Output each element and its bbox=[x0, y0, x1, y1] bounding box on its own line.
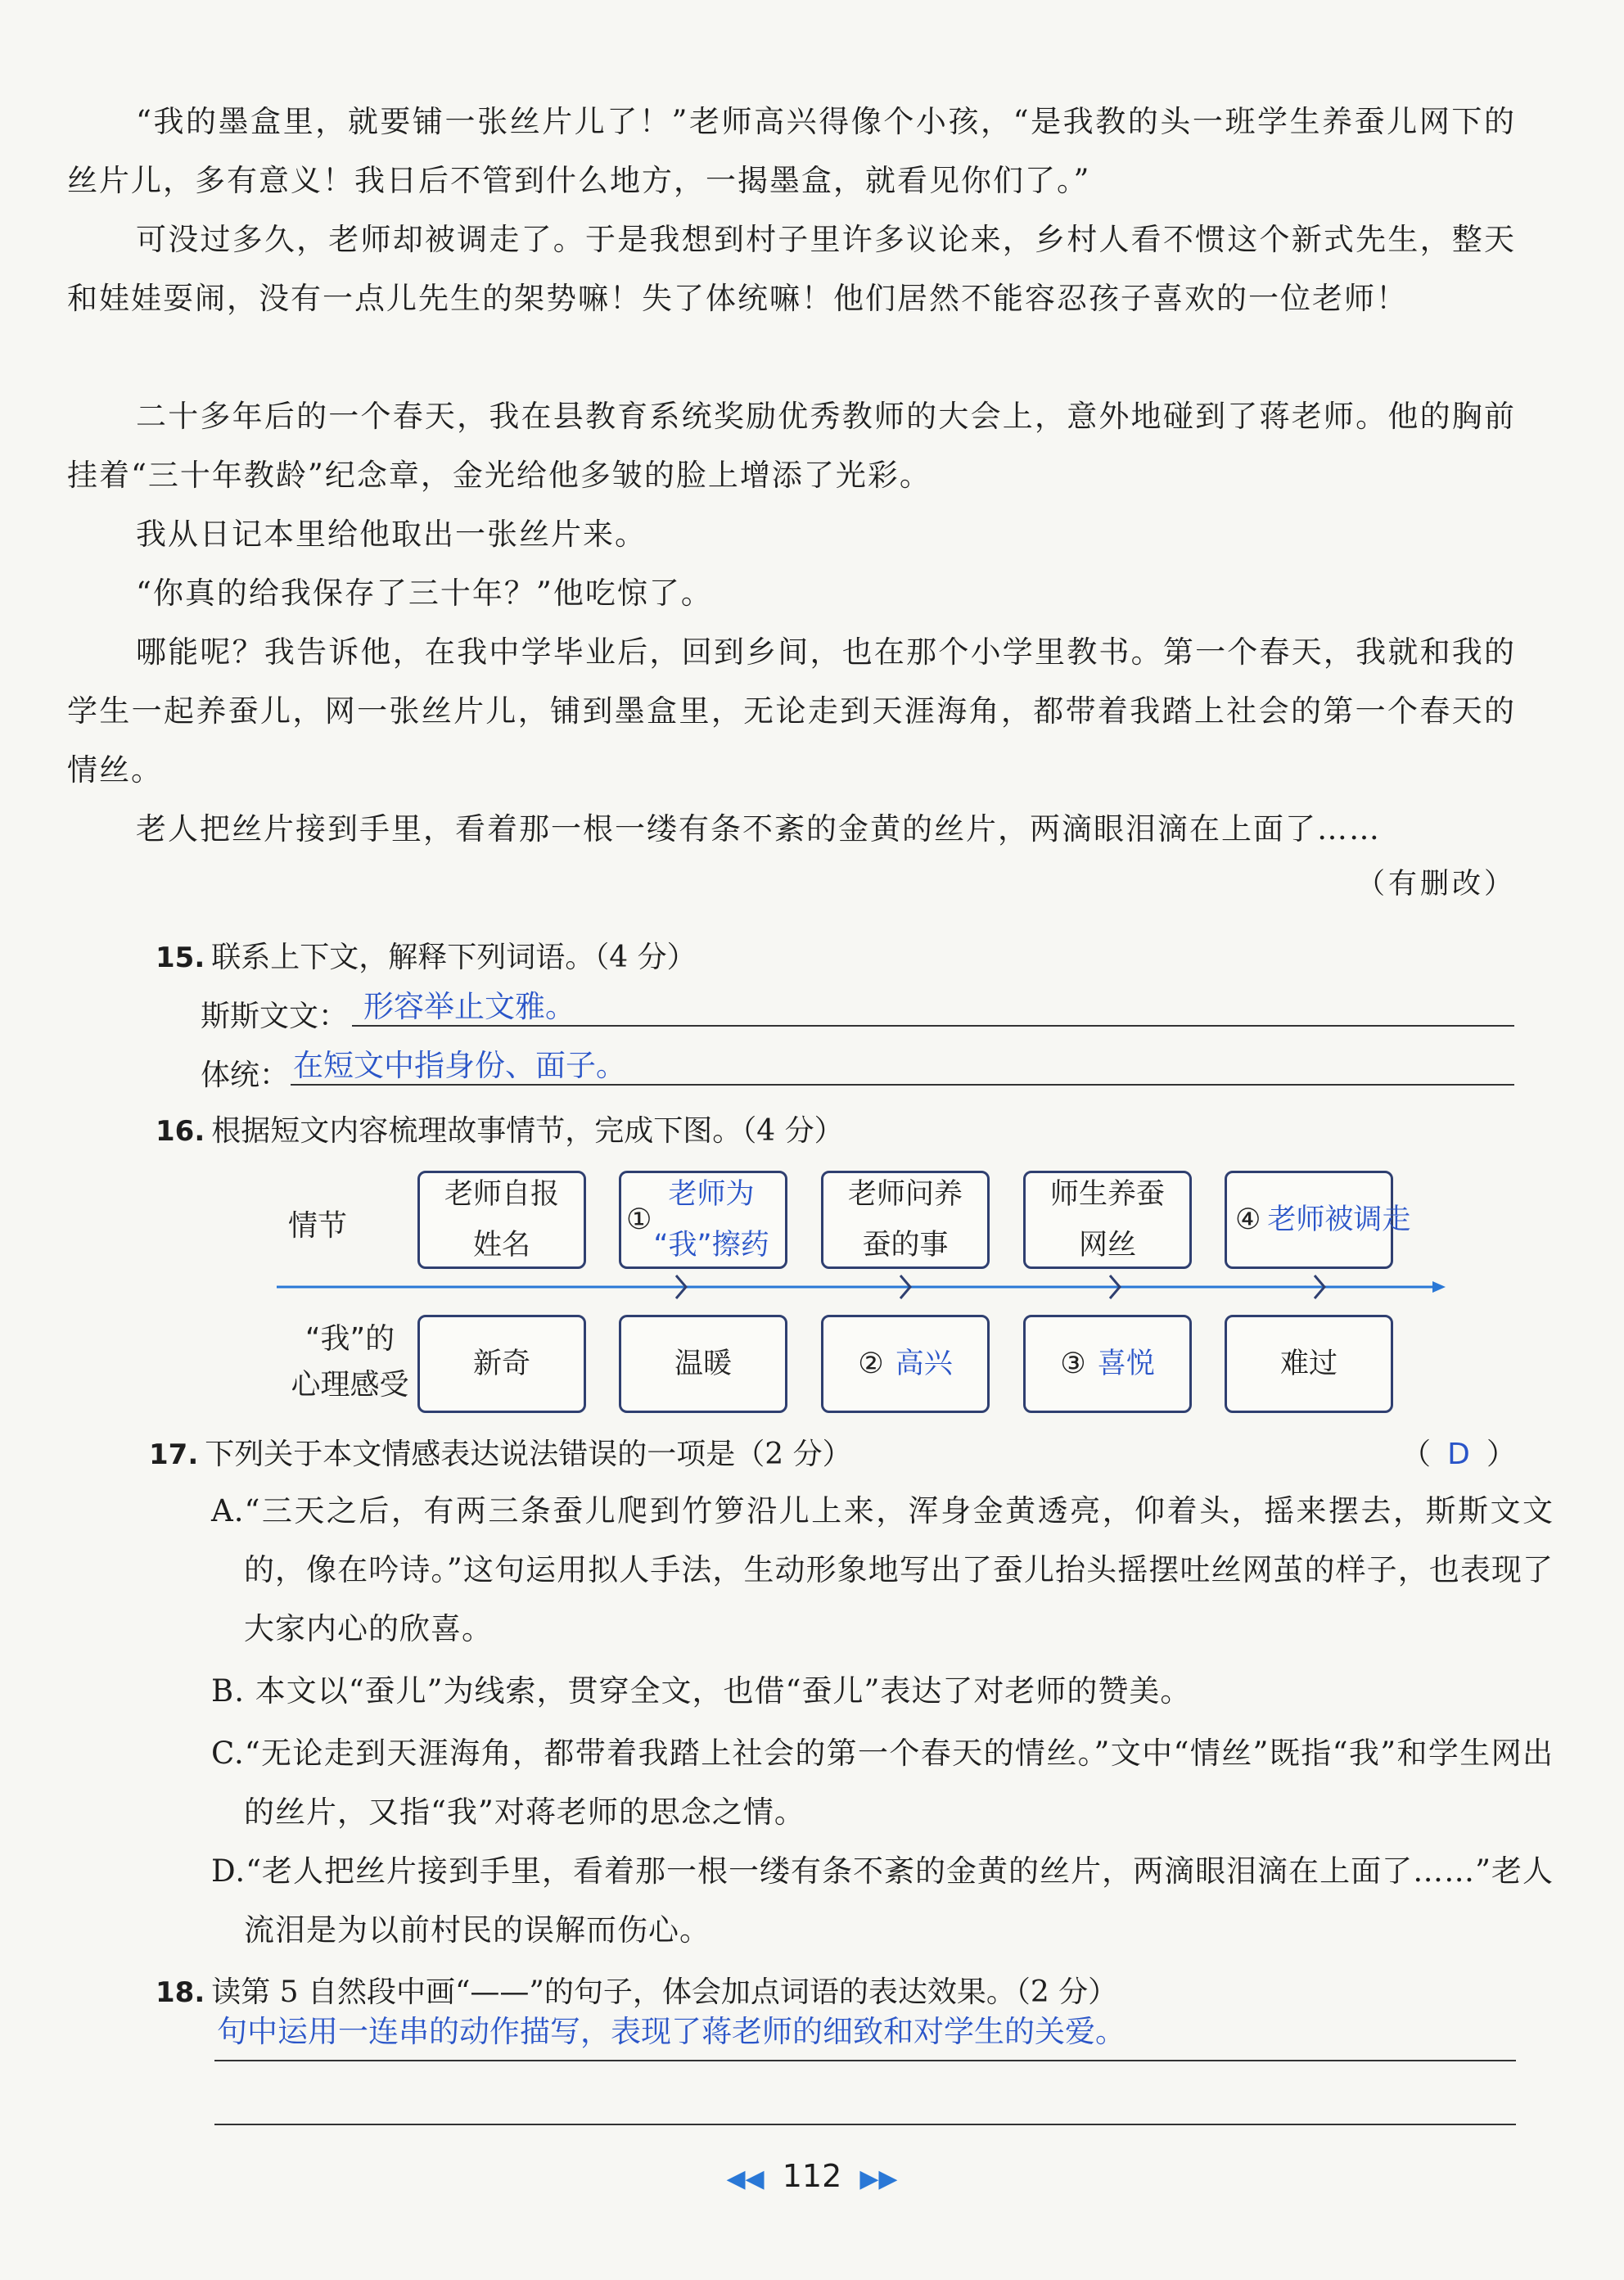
circle-number: ④ bbox=[1235, 1203, 1261, 1236]
question-16 bbox=[156, 1107, 844, 1156]
feeling-box-answer: 喜悦 bbox=[1097, 1348, 1155, 1380]
passage-paragraph-7: 老人把丝片接到手里，看着那一根一缕有条不紊的金黄的丝片，两滴眼泪滴在上面了…… bbox=[136, 811, 1381, 847]
passage-paragraph-2: 可没过多久，老师却被调走了。于是我想到村子里许多议论来，乡村人看不惯这个新式先生，整天和娃娃耍闹，没有一点儿先生的架势嘛！失了体统嘛！他们居然不能容忍孩子喜欢的一位老师！ bbox=[67, 222, 1516, 316]
bracket-right: ） bbox=[1486, 1438, 1516, 1471]
plot-box-4 bbox=[1023, 1171, 1192, 1269]
plot-box-text: 姓名 bbox=[472, 1229, 530, 1262]
answer-17: D bbox=[1447, 1438, 1470, 1471]
question-number: 17. bbox=[149, 1438, 199, 1471]
plot-box-answer: 老师被调走 bbox=[1267, 1203, 1411, 1236]
page-footer bbox=[0, 2158, 1624, 2194]
option-d: D.“老人把丝片接到手里，看着那一根一缕有条不紊的金黄的丝片，两滴眼泪滴在上面了……”老人流泪是为以前村民的误解而伤心。 bbox=[211, 1853, 1554, 1948]
question-text: 读第 5 自然段中画“——”的句子，体会加点词语的表达效果。（2 分） bbox=[211, 1975, 1118, 2009]
plot-row-label: 情节 bbox=[288, 1209, 348, 1243]
question-17 bbox=[149, 1430, 852, 1479]
answer-18: 句中运用一连串的动作描写，表现了蒋老师的细致和对学生的关爱。 bbox=[217, 2014, 1126, 2049]
question-number: 15. bbox=[156, 941, 205, 974]
answer-15-2: 在短文中指身份、面子。 bbox=[293, 1048, 626, 1083]
passage-paragraph-4: 我从日记本里给他取出一张丝片来。 bbox=[136, 517, 647, 552]
plot-box-text: 老师问养 bbox=[847, 1178, 963, 1211]
term-label-2: 体统： bbox=[201, 1059, 290, 1092]
feeling-box-2: 温暖 bbox=[619, 1315, 787, 1413]
term-label-1: 斯斯文文： bbox=[201, 1000, 349, 1033]
question-text: 下列关于本文情感表达说法错误的一项是（2 分） bbox=[205, 1438, 852, 1471]
feeling-label-line-2: 心理感受 bbox=[291, 1368, 409, 1402]
option-b: B. 本文以“蚕儿”为线索，贯穿全文，也借“蚕儿”表达了对老师的赞美。 bbox=[211, 1673, 1192, 1709]
question-number: 16. bbox=[156, 1115, 205, 1148]
answer-line bbox=[352, 1025, 1514, 1027]
feeling-box-5: 难过 bbox=[1225, 1315, 1393, 1413]
bracket-left: （ bbox=[1401, 1438, 1432, 1471]
option-a: A.“三天之后，有两三条蚕儿爬到竹箩沿儿上来，浑身金黄透亮，仰着头，摇来摆去，斯斯文文的，像在吟诗。”这句运用拟人手法，生动形象地写出了蚕儿抬头摇摆吐丝网茧的样子，也表现了大家内心的欣喜。 bbox=[211, 1493, 1554, 1646]
question-15 bbox=[156, 933, 697, 982]
feeling-box-answer: 高兴 bbox=[895, 1348, 953, 1380]
plot-box-3 bbox=[821, 1171, 990, 1269]
timeline-arrow bbox=[270, 1271, 1449, 1303]
passage-paragraph-6: 哪能呢？我告诉他，在我中学毕业后，回到乡间，也在那个小学里教书。第一个春天，我就和我的学生一起养蚕儿，网一张丝片儿，铺到墨盒里，无论走到天涯海角，都带着我踏上社会的第一个春天的情丝。 bbox=[67, 634, 1516, 788]
passage-paragraph-1: “我的墨盒里，就要铺一张丝片儿了！”老师高兴得像个小孩，“是我教的头一班学生养蚕儿网下的丝片儿，多有意义！我日后不管到什么地方，一揭墨盒，就看见你们了。” bbox=[67, 104, 1516, 198]
plot-box-1 bbox=[417, 1171, 586, 1269]
passage-paragraph-3: 二十多年后的一个春天，我在县教育系统奖励优秀教师的大会上，意外地碰到了蒋老师。他的胸前挂着“三十年教龄”纪念章，金光给他多皱的脸上增添了光彩。 bbox=[67, 399, 1516, 493]
feeling-box-4 bbox=[1023, 1315, 1192, 1413]
feeling-box-1: 新奇 bbox=[417, 1315, 586, 1413]
circle-number: ③ bbox=[1060, 1348, 1086, 1380]
answer-line bbox=[291, 1084, 1514, 1086]
source-note: （有删改） bbox=[1356, 868, 1516, 901]
feeling-box-3 bbox=[821, 1315, 990, 1413]
circle-number: ② bbox=[858, 1348, 884, 1380]
plot-box-text: 网丝 bbox=[1078, 1229, 1136, 1262]
plot-box-answer: 老师为 bbox=[668, 1178, 755, 1211]
question-text: 根据短文内容梳理故事情节，完成下图。（4 分） bbox=[211, 1114, 844, 1148]
question-text: 联系上下文，解释下列词语。（4 分） bbox=[211, 941, 697, 974]
page-number: 112 bbox=[782, 2158, 842, 2194]
plot-box-text: 蚕的事 bbox=[862, 1229, 949, 1262]
prev-arrows-icon: ◀◀ bbox=[726, 2165, 765, 2193]
option-c: C.“无论走到天涯海角，都带着我踏上社会的第一个春天的情丝。”文中“情丝”既指“我”和学生网出的丝片，又指“我”对蒋老师的思念之情。 bbox=[211, 1736, 1554, 1830]
answer-15-1: 形容举止文雅。 bbox=[363, 989, 575, 1024]
passage-paragraph-5: “你真的给我保存了三十年？”他吃惊了。 bbox=[136, 576, 713, 611]
feeling-label-line-1: “我”的 bbox=[304, 1322, 395, 1356]
plot-box-2 bbox=[619, 1171, 787, 1269]
question-number: 18. bbox=[156, 1976, 205, 2009]
answer-line bbox=[214, 2124, 1516, 2125]
plot-box-answer: “我”擦药 bbox=[653, 1229, 769, 1262]
answer-bracket bbox=[1401, 1430, 1516, 1479]
plot-box-5 bbox=[1225, 1171, 1411, 1269]
plot-box-text: 师生养蚕 bbox=[1049, 1178, 1165, 1211]
circle-number: ① bbox=[626, 1203, 652, 1236]
feeling-row-label bbox=[278, 1316, 422, 1408]
answer-line bbox=[214, 2060, 1516, 2061]
next-arrows-icon: ▶▶ bbox=[859, 2165, 898, 2193]
plot-box-text: 老师自报 bbox=[444, 1178, 559, 1211]
